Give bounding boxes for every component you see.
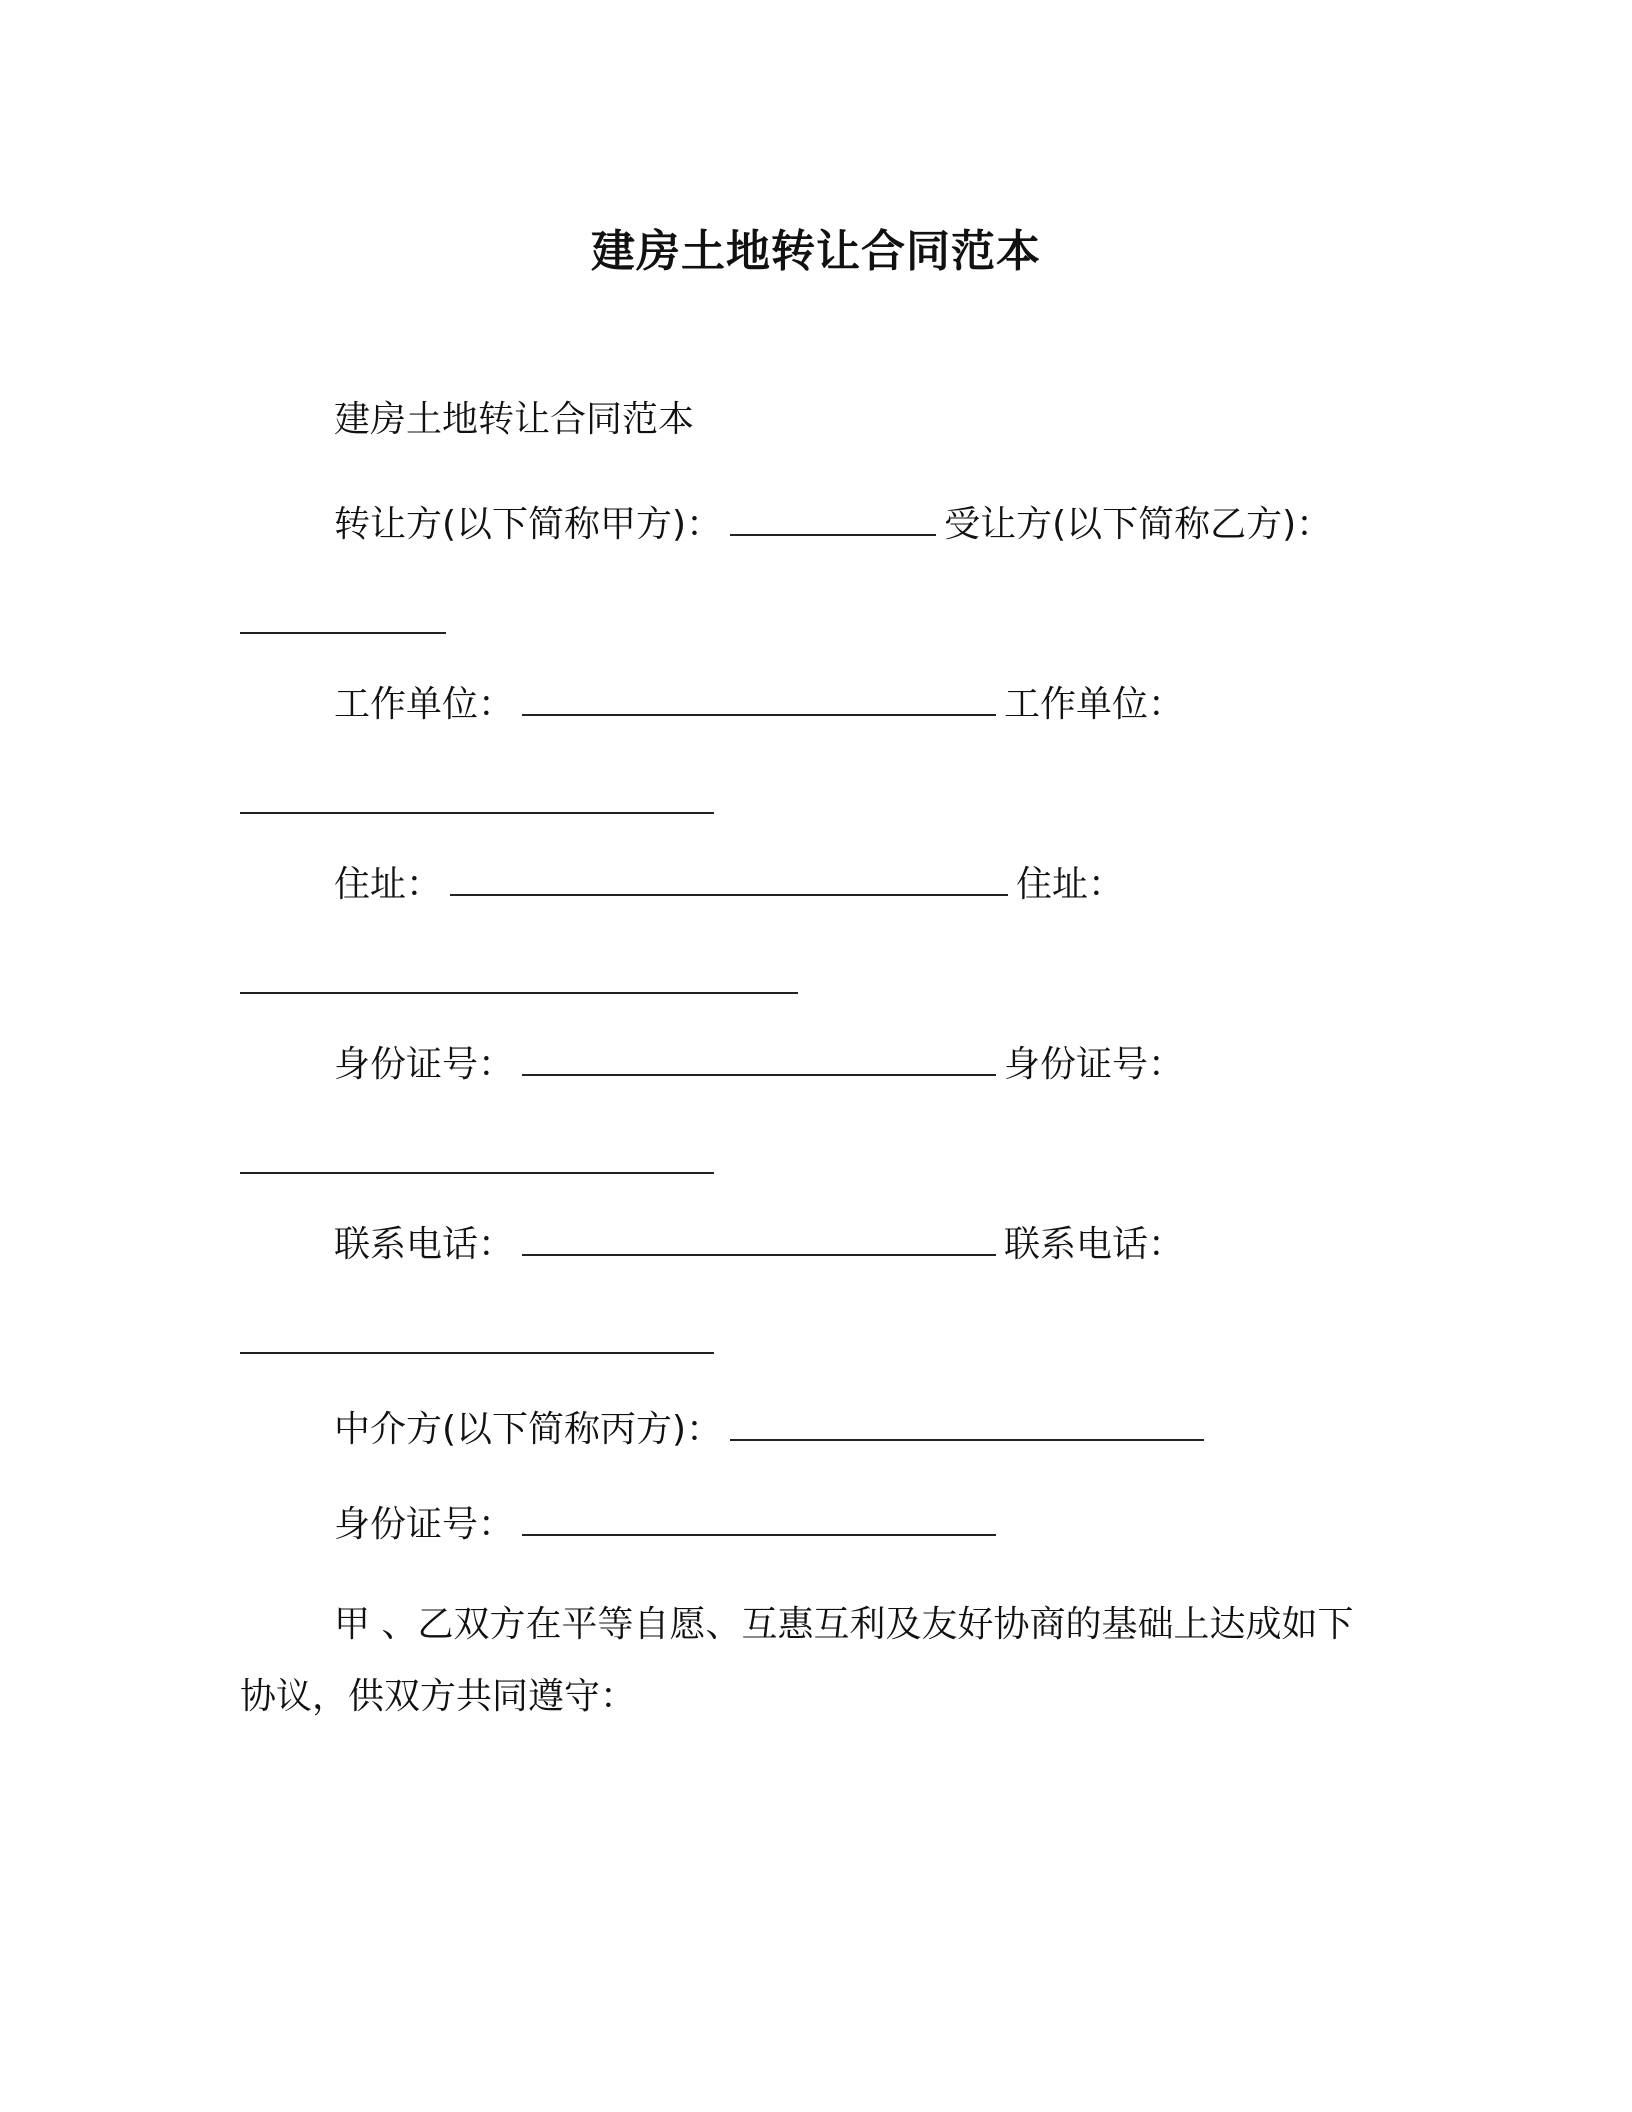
party-line-transferor (334, 500, 1332, 550)
transferee-label: 受让方(以下简称乙方)： (944, 504, 1333, 545)
phone-line (334, 1220, 1184, 1270)
work-unit-b-label: 工作单位： (1004, 684, 1185, 725)
phone-b-blank[interactable] (240, 1318, 714, 1354)
agreement-paragraph-line1 (334, 1600, 1353, 1650)
phone-a-blank[interactable] (522, 1220, 996, 1256)
agent-label: 中介方(以下简称丙方)： (334, 1409, 723, 1450)
transferee-blank[interactable] (240, 598, 446, 634)
phone-b-label: 联系电话： (1004, 1224, 1185, 1265)
id-a-blank[interactable] (522, 1040, 996, 1076)
agent-id-blank[interactable] (522, 1500, 996, 1536)
address-b-blank[interactable] (240, 958, 798, 994)
work-unit-b-blank[interactable] (240, 778, 714, 814)
id-line (334, 1040, 1184, 1090)
id-b-label: 身份证号： (1004, 1044, 1185, 1085)
document-title: 建房土地转让合同范本 (591, 226, 1041, 277)
id-a-label: 身份证号： (334, 1044, 515, 1085)
work-unit-line (334, 680, 1184, 730)
agent-id-label: 身份证号： (334, 1504, 515, 1545)
address-b-label: 住址： (1016, 864, 1125, 905)
address-a-blank[interactable] (450, 860, 1008, 896)
work-unit-line-cont (240, 778, 722, 828)
address-line-cont (240, 958, 806, 1008)
work-unit-a-label: 工作单位： (334, 684, 515, 725)
id-line-cont (240, 1138, 722, 1188)
work-unit-a-blank[interactable] (522, 680, 996, 716)
transferor-blank[interactable] (730, 500, 936, 536)
phone-a-label: 联系电话： (334, 1224, 515, 1265)
address-a-label: 住址： (334, 864, 443, 905)
transferor-label: 转让方(以下简称甲方)： (334, 504, 723, 545)
address-line (334, 860, 1124, 910)
party-line-transferee-cont (240, 598, 454, 648)
id-b-blank[interactable] (240, 1138, 714, 1174)
document-subtitle (334, 395, 694, 445)
agent-id-line (334, 1500, 1004, 1550)
agreement-paragraph-line2 (240, 1672, 636, 1722)
subtitle-text: 建房土地转让合同范本 (334, 399, 695, 440)
agent-blank[interactable] (730, 1405, 1204, 1441)
agreement-text-2: 协议，供双方共同遵守： (240, 1676, 637, 1717)
agent-line (334, 1405, 1212, 1455)
agreement-text-1: 甲 、乙双方在平等自愿、互惠互利及友好协商的基础上达成如下 (334, 1604, 1354, 1645)
phone-line-cont (240, 1318, 722, 1368)
